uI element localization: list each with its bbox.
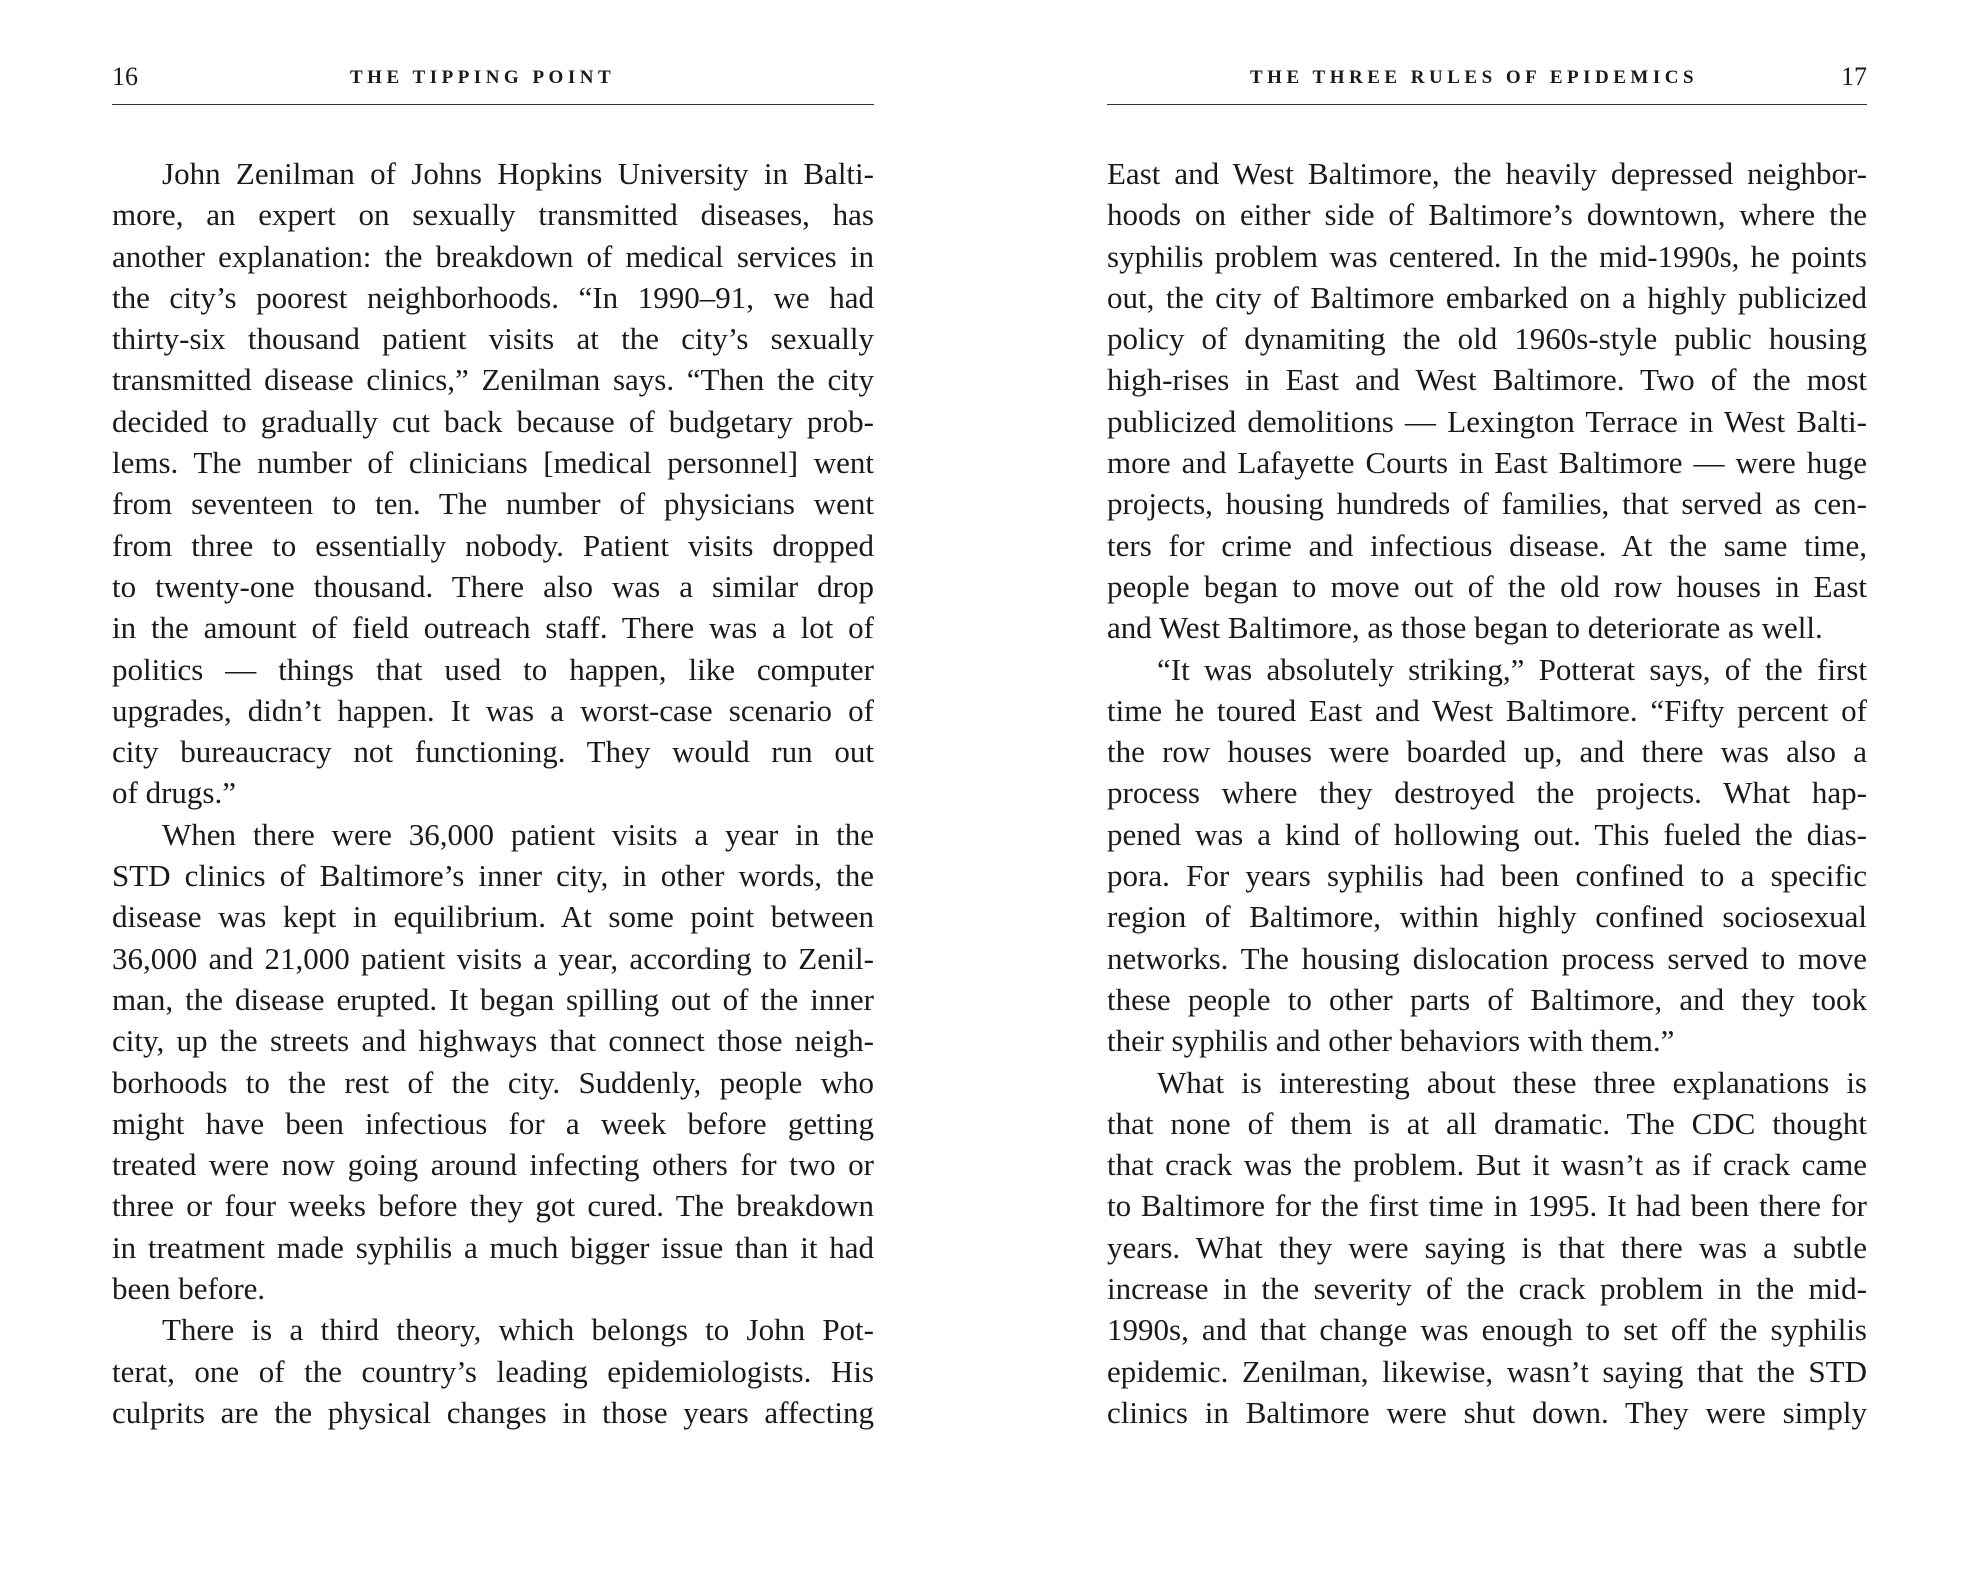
text-line: John Zenilman of Johns Hopkins University in Balti- bbox=[162, 156, 874, 191]
text-line: epidemic. Zenilman, likewise, wasn’t saying that the STD bbox=[1107, 1353, 1867, 1389]
text-line: out, the city of Baltimore embarked on a highly publicized bbox=[1107, 279, 1867, 315]
text-line: these people to other parts of Baltimore, and they took bbox=[1107, 981, 1867, 1017]
text-line: terat, one of the country’s leading epidemiologists. His bbox=[112, 1353, 874, 1389]
text-line: lems. The number of clinicians [medical personnel] went bbox=[112, 445, 874, 481]
text-line: increase in the severity of the crack problem in the mid- bbox=[1107, 1271, 1867, 1307]
text-line: pened was a kind of hollowing out. This fueled the dias- bbox=[1107, 816, 1867, 852]
text-line: might have been infectious for a week before getting bbox=[112, 1105, 874, 1141]
text-line: decided to gradually cut back because of budgetary prob- bbox=[112, 403, 874, 439]
text-line: thirty-six thousand patient visits at the city’s sexually bbox=[112, 321, 874, 357]
text-line: that crack was the problem. But it wasn’t as if crack came bbox=[1107, 1147, 1867, 1183]
text-line: culprits are the physical changes in those years affecting bbox=[112, 1394, 874, 1430]
text-line: that none of them is at all dramatic. The CDC thought bbox=[1107, 1105, 1867, 1141]
right-page bbox=[1107, 0, 1867, 1575]
text-line: of drugs.” bbox=[112, 775, 236, 811]
text-line: hoods on either side of Baltimore’s downtown, where the bbox=[1107, 197, 1867, 233]
text-line: high-rises in East and West Baltimore. Two of the most bbox=[1107, 362, 1867, 398]
text-line: the row houses were boarded up, and there was also a bbox=[1107, 734, 1867, 770]
text-line: pora. For years syphilis had been confined to a specific bbox=[1107, 858, 1867, 894]
text-line: more and Lafayette Courts in East Baltimore — were huge bbox=[1107, 445, 1867, 481]
text-line: ters for crime and infectious disease. At the same time, bbox=[1107, 527, 1867, 563]
text-line: and West Baltimore, as those began to deteriorate as well. bbox=[1107, 610, 1823, 646]
text-line: “It was absolutely striking,” Potterat says, of the first bbox=[1157, 651, 1867, 687]
text-line: to Baltimore for the first time in 1995. It had been there for bbox=[1107, 1188, 1867, 1224]
text-line: the city’s poorest neighborhoods. “In 1990–91, we had bbox=[112, 279, 874, 315]
text-line: What is interesting about these three explanations is bbox=[1157, 1064, 1867, 1100]
text-line: years. What they were saying is that there was a subtle bbox=[1107, 1229, 1867, 1265]
text-line: their syphilis and other behaviors with them.” bbox=[1107, 1023, 1675, 1059]
text-line: 36,000 and 21,000 patient visits a year, according to Zenil- bbox=[112, 940, 874, 976]
text-line: projects, housing hundreds of families, that served as cen- bbox=[1107, 486, 1867, 522]
text-line: treated were now going around infecting others for two or bbox=[112, 1147, 874, 1183]
text-line: city bureaucracy not functioning. They would run out bbox=[112, 734, 874, 770]
text-line: clinics in Baltimore were shut down. They were simply bbox=[1107, 1394, 1867, 1430]
text-line: more, an expert on sexually transmitted diseases, has bbox=[112, 197, 874, 233]
text-line: 1990s, and that change was enough to set off the syphilis bbox=[1107, 1312, 1867, 1348]
text-line: in the amount of field outreach staff. There was a lot of bbox=[112, 610, 874, 646]
text-line: policy of dynamiting the old 1960s-style public housing bbox=[1107, 321, 1867, 357]
text-line: in treatment made syphilis a much bigger issue than it had bbox=[112, 1229, 874, 1265]
text-line: region of Baltimore, within highly confined sociosexual bbox=[1107, 899, 1867, 935]
text-line: politics — things that used to happen, like computer bbox=[112, 651, 874, 687]
left-page-header bbox=[112, 60, 874, 105]
right-page-body-text bbox=[1107, 153, 1867, 1433]
text-line: STD clinics of Baltimore’s inner city, in other words, the bbox=[112, 858, 874, 894]
text-line: another explanation: the breakdown of medical services in bbox=[112, 238, 874, 274]
text-line: from three to essentially nobody. Patient visits dropped bbox=[112, 527, 874, 563]
left-page-body-text bbox=[112, 153, 874, 1433]
text-line: publicized demolitions — Lexington Terrace in West Balti- bbox=[1107, 403, 1867, 439]
text-line: disease was kept in equilibrium. At some point between bbox=[112, 899, 874, 935]
text-line: from seventeen to ten. The number of physicians went bbox=[112, 486, 874, 522]
text-line: city, up the streets and highways that connect those neigh- bbox=[112, 1023, 874, 1059]
left-running-head: THE TIPPING POINT bbox=[350, 67, 616, 88]
text-line: There is a third theory, which belongs to John Pot- bbox=[162, 1312, 874, 1348]
text-line: man, the disease erupted. It began spilling out of the inner bbox=[112, 981, 874, 1017]
text-line: to twenty-one thousand. There also was a similar drop bbox=[112, 568, 874, 604]
text-line: borhoods to the rest of the city. Suddenly, people who bbox=[112, 1064, 874, 1100]
right-page-number: 17 bbox=[1841, 62, 1867, 91]
right-page-header bbox=[1107, 60, 1867, 105]
text-line: process where they destroyed the projects. What hap- bbox=[1107, 775, 1867, 811]
left-page-number: 16 bbox=[112, 62, 138, 91]
text-line: East and West Baltimore, the heavily depressed neighbor- bbox=[1107, 156, 1867, 191]
text-line: networks. The housing dislocation process served to move bbox=[1107, 940, 1867, 976]
text-line: syphilis problem was centered. In the mid-1990s, he points bbox=[1107, 238, 1867, 274]
text-line: been before. bbox=[112, 1271, 266, 1307]
left-page bbox=[112, 0, 874, 1575]
text-line: transmitted disease clinics,” Zenilman says. “Then the city bbox=[112, 362, 874, 398]
text-line: people began to move out of the old row houses in East bbox=[1107, 568, 1867, 604]
text-line: three or four weeks before they got cured. The breakdown bbox=[112, 1188, 874, 1224]
text-line: upgrades, didn’t happen. It was a worst-case scenario of bbox=[112, 692, 874, 728]
right-running-head: THE THREE RULES OF EPIDEMICS bbox=[1250, 67, 1699, 88]
text-line: When there were 36,000 patient visits a year in the bbox=[162, 816, 874, 852]
text-line: time he toured East and West Baltimore. “Fifty percent of bbox=[1107, 692, 1867, 728]
